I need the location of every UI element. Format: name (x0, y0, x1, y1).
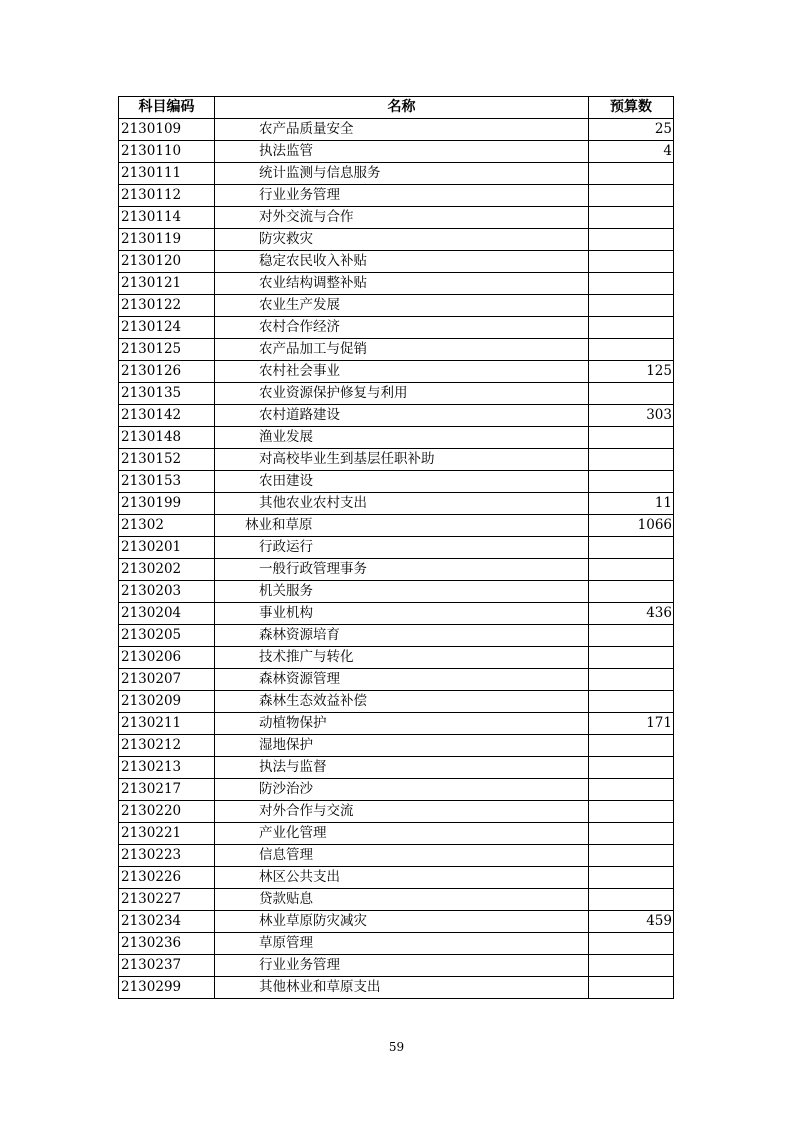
cell-amount: 125 (589, 361, 674, 383)
cell-code: 2130217 (119, 779, 215, 801)
table-row (119, 889, 674, 911)
cell-name: 行业业务管理 (215, 185, 589, 207)
cell-code: 2130227 (119, 889, 215, 911)
cell-amount (589, 669, 674, 691)
cell-code: 2130203 (119, 581, 215, 603)
cell-code: 2130205 (119, 625, 215, 647)
cell-name: 农村道路建设 (215, 405, 589, 427)
cell-name: 农业生产发展 (215, 295, 589, 317)
table-body (119, 119, 674, 999)
cell-code: 2130111 (119, 163, 215, 185)
cell-code: 2130148 (119, 427, 215, 449)
budget-table (118, 96, 674, 999)
cell-name: 林业草原防灾减灾 (215, 911, 589, 933)
cell-name: 森林生态效益补偿 (215, 691, 589, 713)
cell-code: 2130207 (119, 669, 215, 691)
cell-name: 产业化管理 (215, 823, 589, 845)
cell-name: 防灾救灾 (215, 229, 589, 251)
cell-amount (589, 647, 674, 669)
cell-code: 2130237 (119, 955, 215, 977)
cell-code: 2130236 (119, 933, 215, 955)
cell-name: 林区公共支出 (215, 867, 589, 889)
cell-name: 农村社会事业 (215, 361, 589, 383)
cell-code: 2130120 (119, 251, 215, 273)
cell-name: 对高校毕业生到基层任职补助 (215, 449, 589, 471)
cell-name: 农业结构调整补贴 (215, 273, 589, 295)
cell-code: 2130221 (119, 823, 215, 845)
table-row (119, 383, 674, 405)
table-row (119, 295, 674, 317)
table-row (119, 603, 674, 625)
cell-amount (589, 537, 674, 559)
cell-code: 2130109 (119, 119, 215, 141)
cell-amount (589, 427, 674, 449)
cell-amount: 459 (589, 911, 674, 933)
cell-amount (589, 207, 674, 229)
cell-amount: 1066 (589, 515, 674, 537)
cell-name: 机关服务 (215, 581, 589, 603)
table-row (119, 779, 674, 801)
cell-code: 2130125 (119, 339, 215, 361)
cell-name: 森林资源培育 (215, 625, 589, 647)
cell-code: 2130202 (119, 559, 215, 581)
table-row (119, 251, 674, 273)
cell-code: 2130209 (119, 691, 215, 713)
table-row (119, 339, 674, 361)
cell-name: 防沙治沙 (215, 779, 589, 801)
cell-code: 2130213 (119, 757, 215, 779)
cell-name: 贷款贴息 (215, 889, 589, 911)
table-row (119, 449, 674, 471)
cell-amount (589, 757, 674, 779)
cell-code: 2130126 (119, 361, 215, 383)
cell-name: 农村合作经济 (215, 317, 589, 339)
table-row (119, 823, 674, 845)
cell-amount: 25 (589, 119, 674, 141)
cell-name: 农产品加工与促销 (215, 339, 589, 361)
cell-name: 执法与监督 (215, 757, 589, 779)
table-row (119, 361, 674, 383)
cell-amount (589, 801, 674, 823)
cell-amount (589, 163, 674, 185)
cell-amount (589, 229, 674, 251)
table-row (119, 977, 674, 999)
cell-amount (589, 581, 674, 603)
cell-name: 动植物保护 (215, 713, 589, 735)
cell-code: 2130212 (119, 735, 215, 757)
cell-name: 森林资源管理 (215, 669, 589, 691)
header-amount: 预算数 (589, 97, 674, 119)
table-row (119, 691, 674, 713)
table-row (119, 559, 674, 581)
cell-name: 事业机构 (215, 603, 589, 625)
cell-code: 2130152 (119, 449, 215, 471)
cell-name: 行政运行 (215, 537, 589, 559)
cell-amount (589, 735, 674, 757)
cell-amount (589, 295, 674, 317)
cell-name: 行业业务管理 (215, 955, 589, 977)
cell-name: 对外交流与合作 (215, 207, 589, 229)
table-row (119, 845, 674, 867)
cell-code: 2130121 (119, 273, 215, 295)
cell-name: 草原管理 (215, 933, 589, 955)
table-row (119, 471, 674, 493)
table-row (119, 955, 674, 977)
table-row (119, 405, 674, 427)
cell-code: 2130112 (119, 185, 215, 207)
cell-code: 2130206 (119, 647, 215, 669)
cell-code: 2130211 (119, 713, 215, 735)
cell-amount: 171 (589, 713, 674, 735)
cell-name: 稳定农民收入补贴 (215, 251, 589, 273)
cell-name: 执法监管 (215, 141, 589, 163)
cell-code: 2130119 (119, 229, 215, 251)
cell-amount: 4 (589, 141, 674, 163)
cell-name: 统计监测与信息服务 (215, 163, 589, 185)
cell-amount (589, 691, 674, 713)
cell-name: 技术推广与转化 (215, 647, 589, 669)
cell-name: 其他农业农村支出 (215, 493, 589, 515)
cell-code: 2130135 (119, 383, 215, 405)
cell-code: 2130220 (119, 801, 215, 823)
cell-amount (589, 955, 674, 977)
cell-amount (589, 933, 674, 955)
cell-code: 2130110 (119, 141, 215, 163)
cell-amount (589, 339, 674, 361)
cell-amount (589, 185, 674, 207)
table-row (119, 207, 674, 229)
table-row (119, 581, 674, 603)
page-number: 59 (388, 1040, 405, 1054)
cell-code: 2130122 (119, 295, 215, 317)
header-code: 科目编码 (119, 97, 215, 119)
cell-name: 其他林业和草原支出 (215, 977, 589, 999)
table-row (119, 185, 674, 207)
cell-amount (589, 779, 674, 801)
table-row (119, 713, 674, 735)
cell-amount: 303 (589, 405, 674, 427)
table-row (119, 229, 674, 251)
cell-amount (589, 251, 674, 273)
table-row (119, 735, 674, 757)
cell-code: 2130153 (119, 471, 215, 493)
cell-amount (589, 977, 674, 999)
cell-amount: 436 (589, 603, 674, 625)
table-row (119, 141, 674, 163)
cell-code: 2130201 (119, 537, 215, 559)
table-row (119, 867, 674, 889)
cell-code: 2130142 (119, 405, 215, 427)
cell-name: 林业和草原 (215, 515, 589, 537)
table-row (119, 911, 674, 933)
cell-name: 对外合作与交流 (215, 801, 589, 823)
cell-name: 农业资源保护修复与利用 (215, 383, 589, 405)
cell-amount (589, 823, 674, 845)
cell-code: 2130299 (119, 977, 215, 999)
cell-amount: 11 (589, 493, 674, 515)
cell-code: 2130124 (119, 317, 215, 339)
table-row (119, 515, 674, 537)
cell-amount (589, 625, 674, 647)
table-row (119, 625, 674, 647)
cell-amount (589, 273, 674, 295)
table-row (119, 163, 674, 185)
cell-name: 一般行政管理事务 (215, 559, 589, 581)
cell-amount (589, 867, 674, 889)
cell-amount (589, 559, 674, 581)
table-row (119, 317, 674, 339)
table-row (119, 801, 674, 823)
cell-amount (589, 471, 674, 493)
cell-code: 2130114 (119, 207, 215, 229)
table-row (119, 119, 674, 141)
cell-name: 农产品质量安全 (215, 119, 589, 141)
cell-amount (589, 449, 674, 471)
table-row (119, 933, 674, 955)
table-row (119, 427, 674, 449)
cell-code: 2130226 (119, 867, 215, 889)
cell-code: 2130223 (119, 845, 215, 867)
table-row (119, 757, 674, 779)
cell-name: 渔业发展 (215, 427, 589, 449)
cell-code: 2130199 (119, 493, 215, 515)
cell-amount (589, 317, 674, 339)
table-row (119, 273, 674, 295)
cell-code: 2130234 (119, 911, 215, 933)
table-row (119, 537, 674, 559)
table-row (119, 493, 674, 515)
cell-amount (589, 383, 674, 405)
cell-amount (589, 889, 674, 911)
cell-code: 21302 (119, 515, 215, 537)
cell-name: 农田建设 (215, 471, 589, 493)
table-row (119, 669, 674, 691)
header-name: 名称 (215, 97, 589, 119)
cell-amount (589, 845, 674, 867)
cell-code: 2130204 (119, 603, 215, 625)
cell-name: 湿地保护 (215, 735, 589, 757)
cell-name: 信息管理 (215, 845, 589, 867)
table-header-row (119, 97, 674, 119)
table-row (119, 647, 674, 669)
